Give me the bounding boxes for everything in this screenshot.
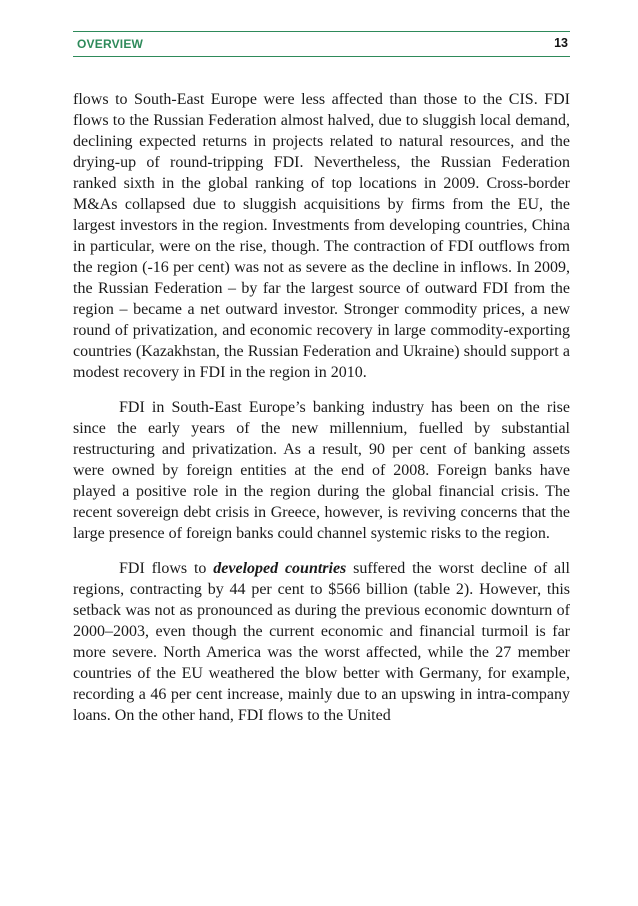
paragraph-rest: suffered the worst decline of all regions, contracting by 44 per cent to $566 billion (table 2). However, this setback was not as pronounced as during the previous economic downturn of 2000–2003, even though the current economic and financial turmoil is far more severe. North America was the worst affected, while the 27 member countries of the EU weathered the blow better with Germany, for example, recording a 46 per cent increase, mainly due to an upswing in intra-company loans. On the other hand, FDI flows to the United bbox=[73, 560, 570, 724]
page-header bbox=[73, 31, 570, 57]
paragraph-banking-industry: FDI in South-East Europe’s banking industry has been on the rise since the early years of the new millennium, fuelled by substantial restructuring and privatization. As a result, 90 per cent of banking assets were owned by foreign entities at the end of 2008. Foreign banks have played a positive role in the region during the global financial crisis. The recent sovereign debt crisis in Greece, however, is reviving concerns that the large presence of foreign banks could channel systemic risks to the region. bbox=[73, 399, 570, 542]
section-label: OVERVIEW bbox=[77, 37, 144, 51]
emphasis-developed-countries: developed countries bbox=[213, 560, 347, 577]
page-number: 13 bbox=[554, 36, 568, 50]
body-text bbox=[73, 89, 570, 740]
paragraph-developed-countries bbox=[73, 558, 570, 726]
paragraph-cis-fdi: flows to South-East Europe were less affected than those to the CIS. FDI flows to the Russian Federation almost halved, due to sluggish local demand, declining expected returns in projects related to natural resources, and the drying-up of round-tripping FDI. Nevertheless, the Russian Federation ranked sixth in the global ranking of top locations in 2009. Cross-border M&As collapsed due to sluggish acquisitions by firms from the EU, the largest investors in the region. Investments from developing countries, China in particular, were on the rise, though. The contraction of FDI outflows from the region (-16 per cent) was not as severe as the decline in inflows. In 2009, the Russian Federation – by far the largest source of outward FDI from the region – became a net outward investor. Stronger commodity prices, a new round of privatization, and economic recovery in large commodity-exporting countries (Kazakhstan, the Russian Federation and Ukraine) should support a modest recovery in FDI in the region in 2010. bbox=[73, 91, 570, 381]
paragraph-lead: FDI flows to bbox=[119, 560, 214, 577]
